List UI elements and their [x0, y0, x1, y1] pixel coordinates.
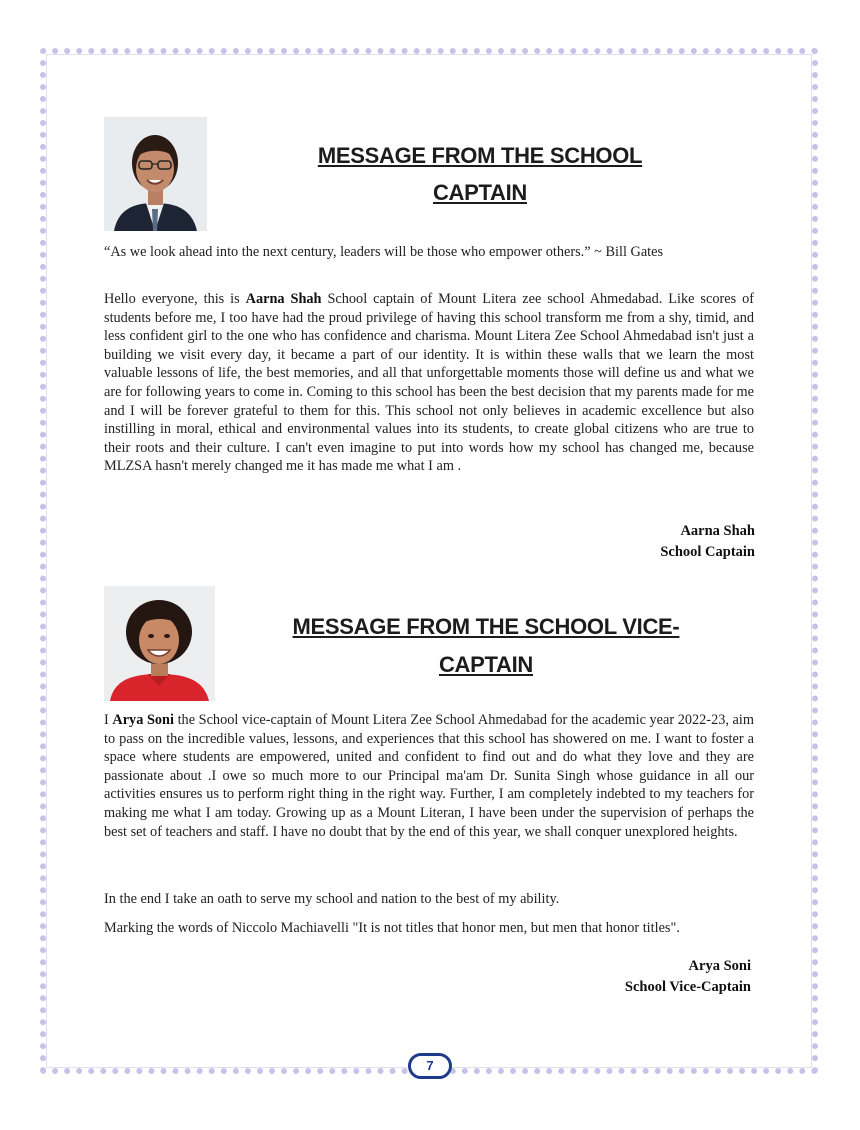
captain-message [104, 290, 754, 476]
vice-captain-heading-line2: CAPTAIN [438, 652, 534, 677]
captain-name: Aarna Shah [245, 291, 322, 307]
vice-captain-signature [560, 956, 751, 998]
captain-signature-title: School Captain [660, 544, 755, 560]
captain-quote: “As we look ahead into the next century, leaders will be those who empower others.” ~ Bill Gates [104, 244, 664, 260]
captain-signature-name: Aarna Shah [680, 523, 755, 539]
vice-captain-message [104, 711, 754, 841]
captain-signature [560, 521, 755, 563]
captain-heading-line2: CAPTAIN [432, 180, 528, 205]
vice-captain-paragraph-oath: In the end I take an oath to serve my school and nation to the best of my ability. [104, 891, 560, 907]
vice-captain-signature-title: School Vice-Captain [624, 979, 751, 995]
vice-captain-message-body: the School vice-captain of Mount Litera Zee School Ahmedabad for the academic year 2022-23, aim to pass on the incredible values, lessons, and experiences that this school has showered on me. I want to foster a space where students are empowered, united and confident to find out and do what they love and they are passionate about .I owe so much more to our Principal ma'am Dr. Sunita Singh whose guidance in all our activities ensures us to perform right thing in the right way. Further, I am completely indebted to my teachers for making me what I am today. Growing up as a Mount Literan, I have been under the supervision of perhaps the best set of teachers and staff. I have no doubt that by the end of this year, we shall conquer unexplored heights. [104, 712, 754, 840]
vice-captain-heading-line1: MESSAGE FROM THE SCHOOL VICE- [292, 614, 680, 639]
page-number-badge: 7 [408, 1053, 452, 1079]
captain-heading-line1: MESSAGE FROM THE SCHOOL [317, 143, 643, 168]
captain-message-body: School captain of Mount Litera zee school Ahmedabad. Like scores of students before me, I too have had the proud privilege of having this school transform me from a shy, timid, and less confident girl to the one who has confidence and charisma. Mount Litera Zee School Ahmedabad isn't just a building we visit every day, it became a part of our identity. It is within these walls that we learn the most valuable lessons of life, the best memories, and all that unforgettable moments those will define us and what we are for following years to come in. Coming to this school has been the best decision that my parents made for me and I will be forever grateful to them for this. This school not only believes in academic excellence but also instilling in moral, ethical and environmental values into its students, to create global citizens who are true to their roots and their culture. I can't even imagine to put into words how my school has changed me, because MLZSA hasn't merely changed me it has made me what I am . [104, 291, 754, 475]
vice-captain-signature-name: Arya Soni [688, 958, 751, 974]
vice-captain-message-intro: I [104, 712, 113, 728]
vice-captain-paragraph-quote: Marking the words of Niccolo Machiavelli "It is not titles that honor men, but men that honor titles". [104, 920, 680, 936]
vice-captain-photo [104, 586, 215, 701]
captain-photo [104, 117, 207, 231]
vice-captain-name: Arya Soni [112, 712, 174, 728]
captain-message-intro: Hello everyone, this is [104, 291, 246, 307]
